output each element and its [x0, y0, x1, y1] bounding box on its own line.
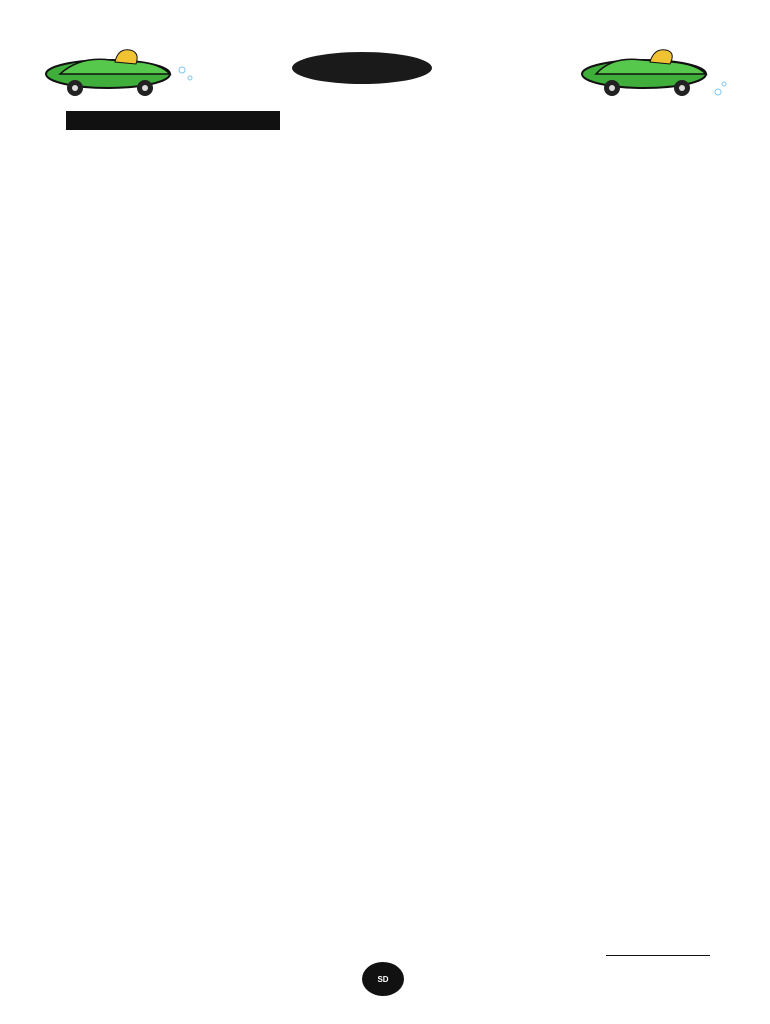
car-illustration-left: [40, 44, 200, 104]
key-other: [600, 941, 710, 957]
super-duper-seal-logo: SD: [362, 962, 404, 996]
key-other-blank-line: [606, 955, 710, 956]
car-illustration-right: [572, 44, 732, 104]
logo-oval: [292, 52, 432, 84]
totals-row: [66, 111, 724, 129]
logo-title: [292, 52, 432, 55]
articulation-logo: [292, 52, 452, 112]
totals-label: [66, 111, 280, 129]
